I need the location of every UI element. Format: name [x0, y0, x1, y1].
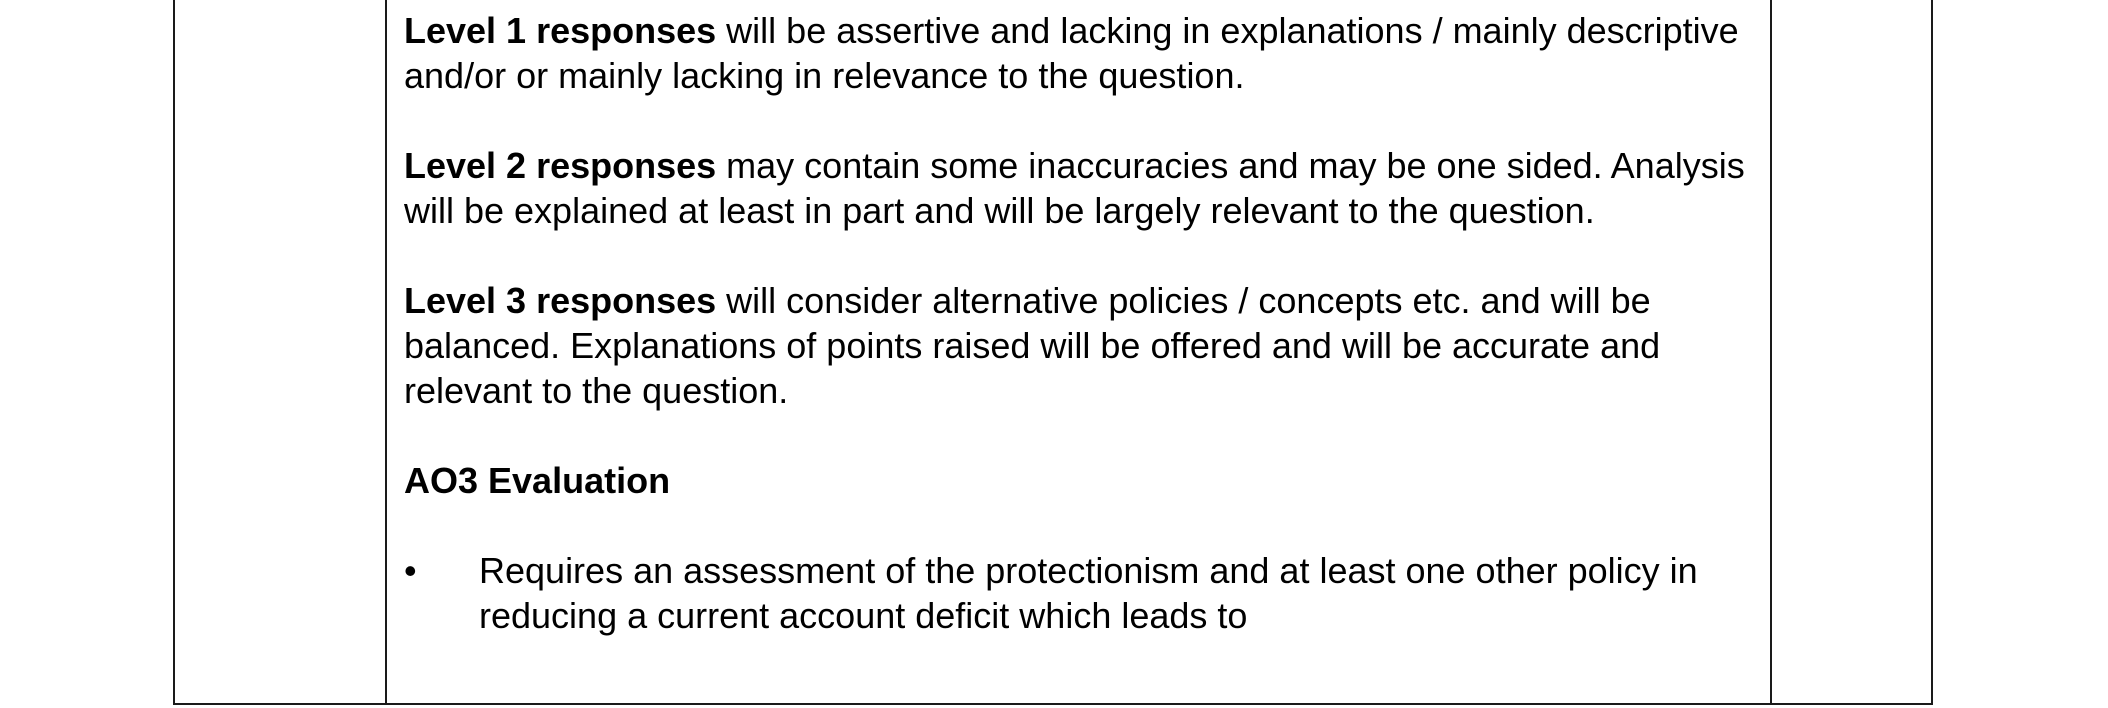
- level-1-paragraph: [404, 8, 1754, 98]
- level-1-text: will be assertive and lacking in explanations / mainly descriptive and/or or mainly lacking in relevance to the question.: [404, 10, 1739, 96]
- table-border-bottom: [173, 703, 1933, 705]
- level-1-label: Level 1 responses: [404, 10, 717, 51]
- level-2-paragraph: [404, 143, 1754, 233]
- level-3-paragraph: [404, 278, 1754, 413]
- bullet-item: [404, 548, 1754, 638]
- level-3-label: Level 3 responses: [404, 280, 717, 321]
- table-border-left: [173, 0, 175, 704]
- bullet-marker: •: [404, 550, 417, 591]
- table-column-divider: [385, 0, 387, 704]
- mark-scheme-cell: [404, 8, 1754, 638]
- level-3-text: will consider alternative policies / concepts etc. and will be balanced. Explanations of points raised will be offered and will be accurate and relevant to the question.: [404, 280, 1661, 411]
- table-column-divider: [1770, 0, 1772, 704]
- section-heading: AO3 Evaluation: [404, 460, 671, 501]
- table-border-right: [1931, 0, 1933, 704]
- bullet-text: Requires an assessment of the protectionism and at least one other policy in reducing a current account deficit which leads to: [479, 550, 1698, 636]
- level-2-text: may contain some inaccuracies and may be one sided. Analysis will be explained at least in part and will be largely relevant to the question.: [404, 145, 1745, 231]
- level-2-label: Level 2 responses: [404, 145, 717, 186]
